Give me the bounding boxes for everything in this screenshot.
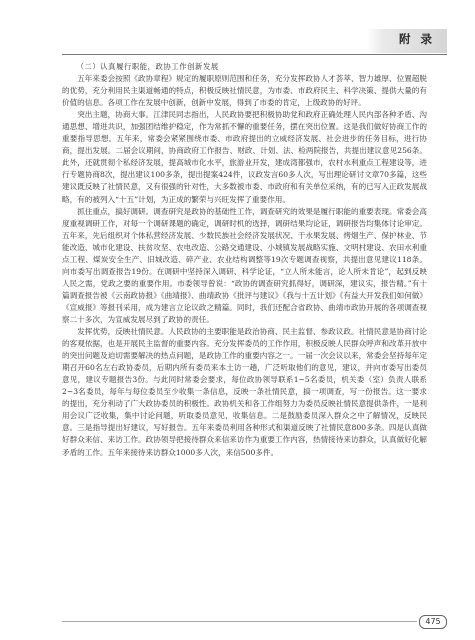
page-header: [0, 0, 475, 46]
section-heading: （二）认真履行职能，政协工作创新发展: [76, 62, 219, 71]
paragraph: 抓住重点，搞好调研。调查研究是政协的基础性工作，调查研究的效果是履行职能的重要表现。常委会高度重视调研工作，对每一个调研课题的确定，调研时机的选择，调研结果均论证，调研报告均集体讨论审定。五年来，先后组织对个体私营经济发展、少数民族社会经济发展状况、干水果发展、烤烟生产、保护林业、节能改造、城市化建设、扶贫攻坚、农电改造、公路交通建设、小城镇发展战略实施、文明村建设、农田水利重点工程、煤炭安全生产、旧城改造、碎产业、农业结构调整等19次专题调查视察，共提出意见建议118条。向市委写出调查报告19份。在调研中坚持深入调研、科学论证，“立人所未能言，论人所未肯论”，起到反映人民之需，党政之要的重要作用。市委领导曾说：“政协的调查研究抓得好，调研深，建议实，报告精。”有十篇调查报告被《云南政协报》《曲靖报》、曲靖政协《批评与建议》《我与十五计划》《有益大开发我们如何做》《宣威报》等报刊采用，成为建言立论议政之精篇。同时，我们还配合省政协、曲靖市政协开展的各项调查视察二十多次，为宣威发展尽到了政协的责任。: [62, 206, 427, 324]
footer-rule: [62, 621, 417, 622]
paragraph: 突出主题，协商大事。江津民同志指出，人民政协要把积极协助党和政府正确处理人民内部各种矛盾、沟通思想、增进共识，加强团结维护稳定，作为常抓不懈的重要任务，摆在突出位置。这是我们做好协商工作的重要指导思想。五年来，常委会紧紧围绕市委、市政府提出的立威经济发展、社会进步的任务目标，进行协商，提出发展。二届会议期间，协商政府工作报告、财政、计划、法、检两院报告，共提出建议意见256条。此外，还就贯彻个私经济发展，提高城市化水平，旅游业开发，建成湾都强市，农村水利重点工程建设等，进行专题协商8次，提出建议100多条，提出提案424件，议政发言60多人次，写出理论研讨文章70多篇，这些建议既反映了社情民意，又有很强的针对性，大多数被市委、市政府和有关单位采纳，有的已写入正政发展战略，有的被列入“十五”计划，为正成的繁荣与兴旺发挥了重要作用。: [62, 110, 427, 204]
header-rule: [62, 54, 447, 55]
paragraph: 五年来委会按照《政协章程》规定的履职原则范围和任务，充分发挥政协人才荟萃、智力雄厚、位置超脱的优势，充分利用民主渠道畅通的特点，积极反映社情民意，为市委、市政府民主、科学决策、提供大量的有价值的信息。各项工作在发展中创新，创新中发展，得到了市委的肯定，上级政协的好评。: [62, 74, 427, 108]
body-text: [62, 61, 427, 459]
paragraph: 发挥优势，反映社情民意。人民政协的主要职能是政治协商、民主监督、参政议政。社情民意是协商讨论的客观依据，也是开展民主监督的重要内容。充分发挥委员的工作作用，积极反映人民群众呼声和改革开放中的突出问题及迫切需要解决的热点问题，是政协工作的重要内容之一。一届一次会议以来，常委会坚持每年定期召开60名左右政协委员，后期内所有委员来本土访一趟，广泛听取他们的意见，建议，并向市委写出委员意见，建议专题报告3份。与此同时常委会要求，每位政协领导联系1~5名委员，机关委（室）负责人联系2~3名委员，每年与每位委员至少收集一条信息，反映一条社情民意，搞一项调查，写一份报告。这一要求的提出，充分利动了广大政协委员的积极性。政协机关和各工作组努力为委员反映社情民意提供条件，一是利用会议广泛收集，集中讨论问题，听取委员意见，收集信息。二是鼓励委员深入群众之中了解情况，反映民意。三是指导提出好建议，写好报告。五年来委员利用各种形式和渠道反映了社情民意800多条。四是认真做好群众来信、来访工作。政协领导把接待群众来信来访作为重要工作内容，热情接待来访群众，认真做好化解矛盾的工作。五年来接待来访群众1000多人次，来信500多件。: [62, 327, 427, 457]
running-header-label: 附 录: [398, 32, 435, 46]
page-number: 475: [419, 615, 447, 629]
